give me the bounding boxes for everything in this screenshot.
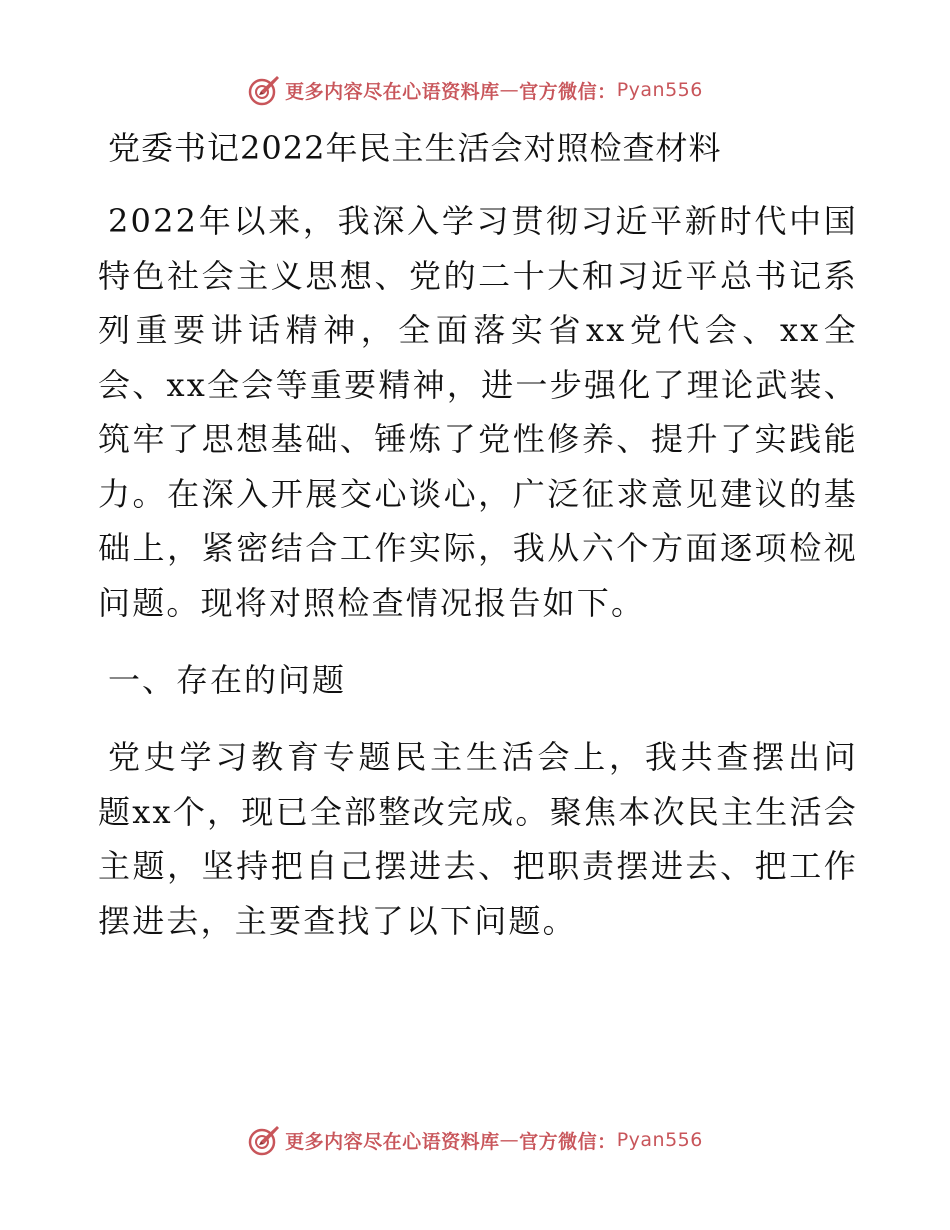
watermark-account: Pyan556 <box>616 1129 703 1151</box>
watermark-contact-label: 官方微信： <box>519 80 617 103</box>
pen-seal-logo-icon <box>247 73 281 107</box>
intro-paragraph: 2022年以来，我深入学习贯彻习近平新时代中国特色社会主义思想、党的二十大和习近平总书记系列重要讲话精神，全面落实省xx党代会、xx全会、xx全会等重要精神，进一步强化了理论武装、筑牢了思想基础、锤炼了党性修养、提升了实践能力。在深入开展交心谈心，广泛征求意见建议的基础上，紧密结合工作实际，我从六个方面逐项检视问题。现将对照检查情况报告如下。 <box>98 202 858 622</box>
section-heading-problems: 一、存在的问题 <box>108 661 347 699</box>
watermark-separator: — <box>499 1129 520 1151</box>
problems-paragraph: 党史学习教育专题民主生活会上，我共查摆出问题xx个，现已全部整改完成。聚焦本次民主生活会主题，坚持把自己摆进去、把职责摆进去、把工作摆进去，主要查找了以下问题。 <box>98 738 858 940</box>
watermark-header <box>0 70 950 110</box>
watermark-separator: — <box>499 79 520 101</box>
watermark-main-text: 更多内容尽在心语资料库 <box>285 1130 500 1153</box>
document-title: 党委书记2022年民主生活会对照检查材料 <box>108 129 722 167</box>
watermark-contact-label: 官方微信： <box>519 1130 617 1153</box>
watermark-footer <box>0 1120 950 1160</box>
document-body <box>98 120 858 948</box>
pen-seal-logo-icon <box>247 1123 281 1157</box>
watermark-main-text: 更多内容尽在心语资料库 <box>285 80 500 103</box>
watermark-account: Pyan556 <box>616 79 703 101</box>
